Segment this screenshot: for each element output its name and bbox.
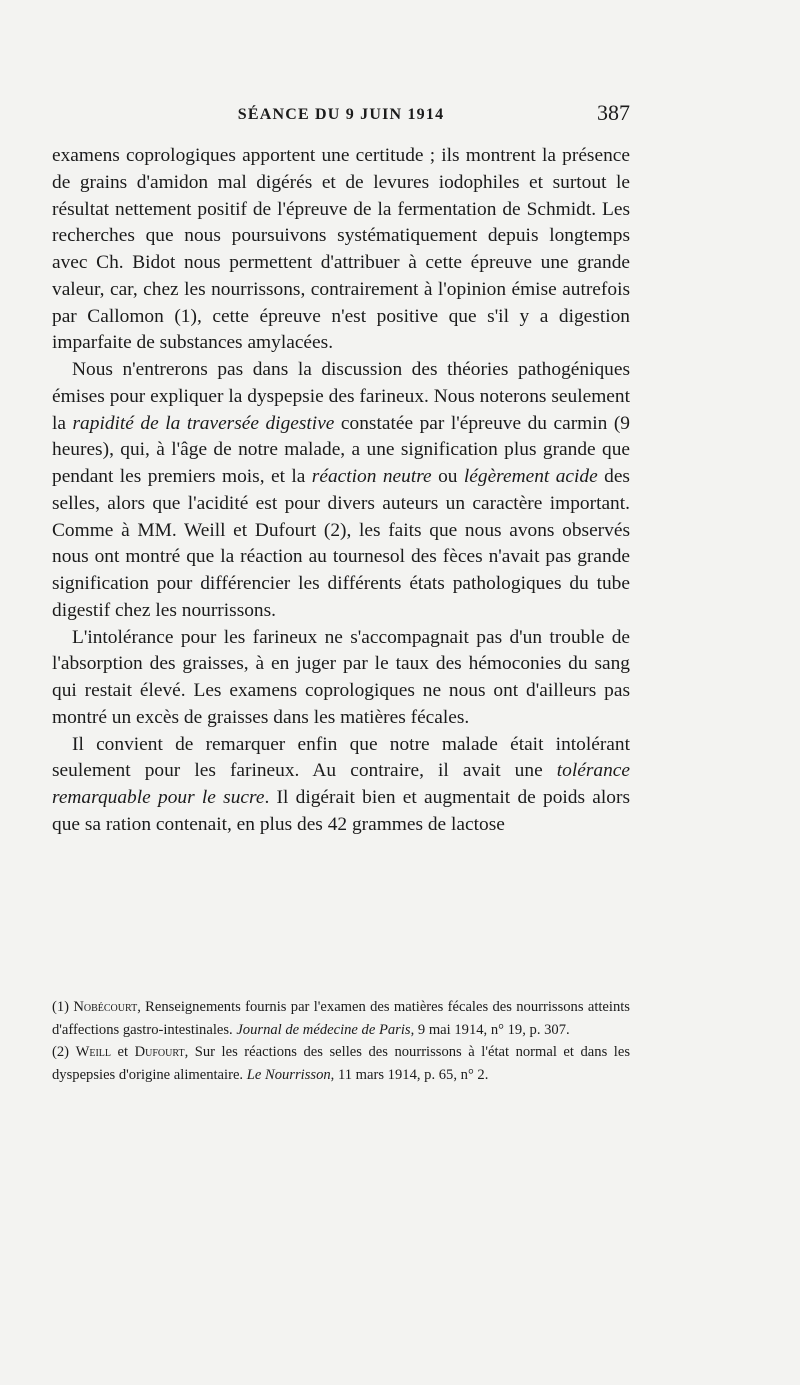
p4-text-a: Il convient de remarquer enfin que notre malade était intolérant seulement pour les farineux. Au contraire, il avait une	[52, 733, 630, 782]
paragraph-4	[52, 732, 630, 839]
fn2-author-1: Weill	[75, 1044, 111, 1060]
p4-text-c: . Il digérait bien et augmentait de poids alors que sa ration contenait, en plus des 42 grammes de lactose	[52, 787, 630, 835]
paragraph-1-text: examens coprologiques apportent une certitude ; ils montrent la présence de grains d'amidon mal digérés et de levures iodophiles et surtout le résultat nettement positif de l'épreuve de la fermentation de Schmidt. Les recherches que nous poursuivons systématiquement depuis longtemps avec Ch. Bidot nous permettent d'attribuer à cette épreuve une grande valeur, car, chez les nourrissons, contrairement à l'opinion émise autrefois par Callomon (1), cette épreuve n'est positive que s'il y a digestion imparfaite de substances amylacées.	[52, 145, 630, 354]
p2-text-a: Nous n'entrerons pas dans la discussion des théories pathogéniques émises pour expliquer la dyspepsie des farineux. Nous noterons seulement la	[52, 359, 630, 434]
p2-italic-rapidite: rapidité de la traversée digestive	[72, 412, 335, 434]
p2-text-e: ou	[431, 466, 464, 487]
running-head: SÉANCE DU 9 JUIN 1914	[237, 106, 445, 123]
body-text	[52, 143, 630, 839]
p2-text-g: des selles, alors que l'acidité est pour divers auteurs un caractère important. Comme à MM. Weill et Dufourt (2), les faits que nous avons observés nous ont montré que la réaction au tournesol des fèces n'avait pas grande signification pour différencier les différents états pathologiques du tube digestif chez les nourrissons.	[52, 466, 630, 621]
paragraph-1	[52, 143, 630, 357]
p2-italic-reaction-neutre: réaction neutre	[311, 466, 432, 487]
footnote-2	[52, 1041, 630, 1086]
fn2-text-c: , 11 mars 1914, p. 65, n° 2.	[330, 1066, 489, 1083]
page-header	[52, 100, 630, 136]
fn1-text-c: , 9 mai 1914, n° 19, p. 307.	[410, 1021, 570, 1038]
fn2-text-a: , Sur les réactions des selles des nourrissons à l'état normal et dans les dyspepsies d'origine alimentaire.	[52, 1044, 630, 1083]
fn2-number: (2)	[52, 1044, 76, 1060]
p2-text-c: constatée par l'épreuve du carmin (9 heures), qui, à l'âge de notre malade, a une signification plus grande que pendant les premiers mois, et la	[52, 412, 631, 487]
paragraph-3-text: L'intolérance pour les farineux ne s'accompagnait pas d'un trouble de l'absorption des graisses, à en juger par le taux des hémoconies du sang qui restait élevé. Les examens coprologiques ne nous ont d'ailleurs pas montré un excès de graisses dans les matières fécales.	[52, 626, 630, 728]
fn2-journal: Le Nourrisson	[246, 1066, 331, 1083]
footnotes	[52, 996, 630, 1086]
paragraph-2	[52, 357, 630, 625]
fn1-journal: Journal de médecine de Paris	[236, 1021, 411, 1038]
fn1-number: (1)	[52, 999, 74, 1015]
fn1-author: Nobécourt	[73, 999, 138, 1015]
page-number: 387	[597, 100, 630, 125]
footnote-1	[52, 996, 630, 1041]
fn2-between: et	[111, 1044, 135, 1060]
paragraph-3	[52, 625, 630, 732]
p4-italic-tolerance: tolérance remarquable pour le sucre	[52, 760, 630, 808]
fn2-author-2: Dufourt	[134, 1044, 185, 1060]
p2-italic-legerement-acide: légèrement acide	[463, 466, 598, 487]
fn1-text-a: , Renseignements fournis par l'examen des matières fécales des nourrissons atteints d'affections gastro-intestinales.	[52, 999, 630, 1038]
